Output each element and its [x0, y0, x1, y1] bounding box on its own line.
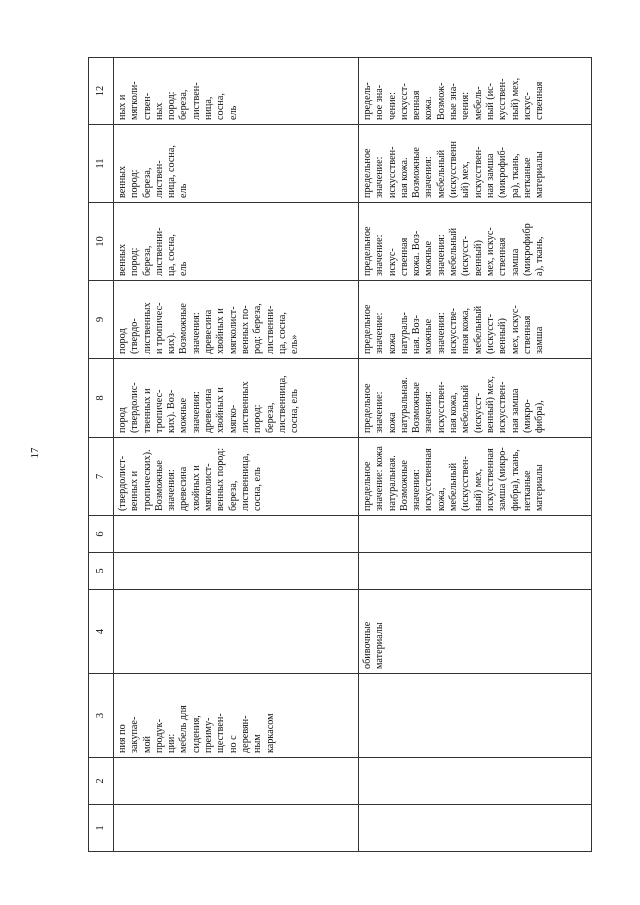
table-cell: [114, 805, 359, 852]
table-cell: обивочные материалы: [359, 590, 592, 674]
table-cell: предельное значение: кожа натуральная. Возможные значения: искусственная кожа, мебельный (искусствен- ный) мех, искусственная замша (микро- фибра), ткань, нетканые материалы: [359, 438, 592, 516]
column-header: 9: [89, 281, 114, 359]
table-cell: предельное значение: искус- ственная кожа. Воз- можные значения: мебельный (искусст- венный) мех, искус- ственная замша (микрофибр а), ткань,: [359, 203, 592, 281]
table-cell: [114, 590, 359, 674]
rotated-table-container: [88, 58, 592, 852]
table-cell: [114, 516, 359, 553]
table-cell: (твердолист- венных и тропических). Возможные значения: древесина хвойных и мягколист- венных пород: береза, лиственница, сосна, ель: [114, 438, 359, 516]
column-header: 11: [89, 125, 114, 203]
column-header: 2: [89, 758, 114, 805]
column-header: 8: [89, 359, 114, 438]
table-cell: пород (твердолис- твенных и тропичес- ких). Воз- можные значения: древесина хвойных и мягко- лиственных пород: береза, лиственница, сосна, ель: [114, 359, 359, 438]
page-number: 17: [29, 447, 41, 459]
column-header: 12: [89, 58, 114, 125]
table-row: [114, 58, 359, 852]
header-row: [89, 58, 114, 852]
table-cell: ния по закупае- мой продук- ции: мебель для сидения, преиму- ществен- но с деревян- ным каркасом: [114, 674, 359, 758]
requirements-table: [88, 57, 592, 852]
table-cell: предель- ное зна- чение: искусст- венная кожа. Возмож- ные зна- чения: мебель- ный (ис- кусствен- ный) мех, искус- ственная: [359, 58, 592, 125]
table-cell: [359, 758, 592, 805]
table-cell: венных пород: береза, лиственни- ца, сосна, ель: [114, 203, 359, 281]
table-cell: [359, 674, 592, 758]
column-header: 7: [89, 438, 114, 516]
table-cell: венных пород: береза, листвен- ница, сосна, ель: [114, 125, 359, 203]
column-header: 4: [89, 590, 114, 674]
table-cell: предельное значение: искусствен- ная кожа. Возможные значения: мебельный (искусственн ый) мех, искусствен- ная замша (микрофиб- ра), ткань, нетканые материалы: [359, 125, 592, 203]
table-cell: [114, 553, 359, 590]
table-cell: [359, 553, 592, 590]
column-header: 3: [89, 674, 114, 758]
table-row: [359, 58, 592, 852]
column-header: 5: [89, 553, 114, 590]
table-cell: предельное значение: кожа натураль- ная. Воз- можные значения: искусстве- нная кожа, мебельный (искусст- венный) мех, искус- ственная замша: [359, 281, 592, 359]
column-header: 1: [89, 805, 114, 852]
table-cell: ных и мягколи- ствен- ных пород: береза, листвен- ница, сосна, ель: [114, 58, 359, 125]
table-cell: [359, 805, 592, 852]
column-header: 6: [89, 516, 114, 553]
table-cell: пород (твердо- лиственных и тропичес- ких). Возможные значения: древесина хвойных и мягколист- венных по- род: береза, лиственни- ца, сосна, ель»: [114, 281, 359, 359]
table-cell: предельное значение: кожа натуральная. Возможные значения: искусствен- ная кожа, мебельный (искусст- венный) мех, искусствен- ная замша (микро- фибра),: [359, 359, 592, 438]
table-cell: [114, 758, 359, 805]
column-header: 10: [89, 203, 114, 281]
table-cell: [359, 516, 592, 553]
